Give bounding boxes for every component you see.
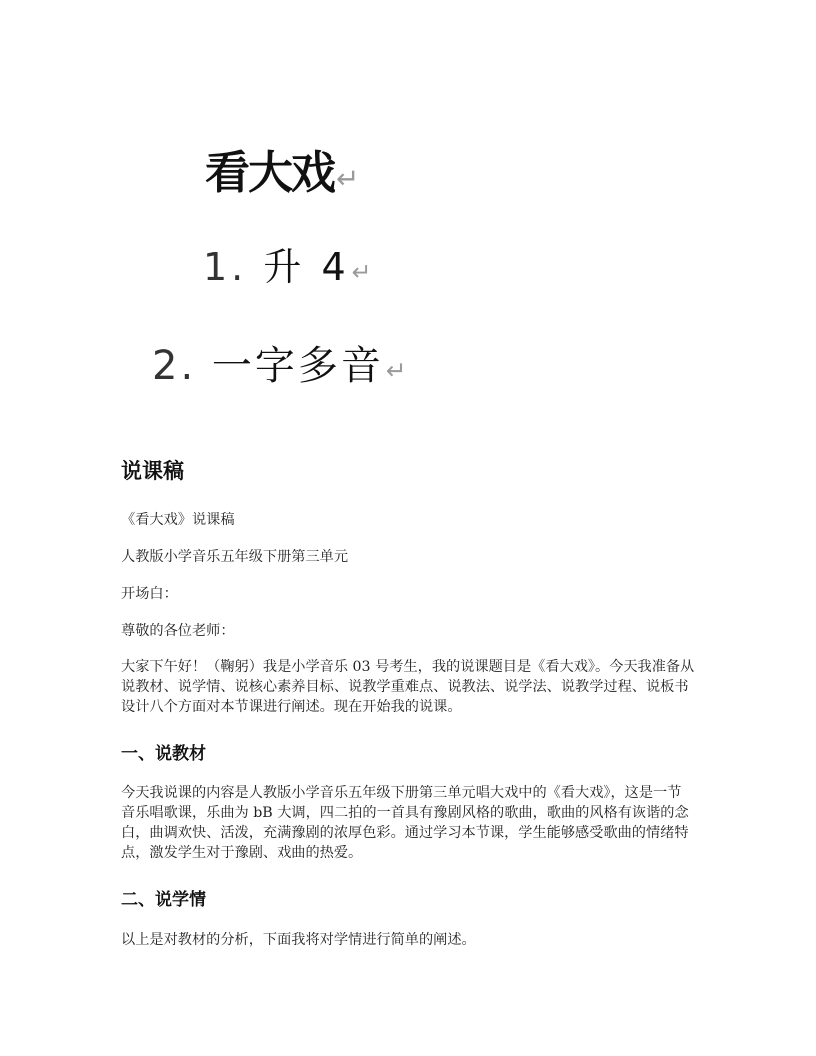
lesson-title-line: 《看大戏》说课稿 [121,512,235,528]
intro-paragraph: 大家下午好！（鞠躬）我是小学音乐 03 号考生，我的说课题目是《看大戏》。今天我准备从说教材、说学情、说核心素养目标、说教学重难点、说教法、说学法、说教学过程、说板书设计八个方面对本节课进行阐述。现在开始我的说课。 [121,659,695,715]
textbook-unit-line: 人教版小学音乐五年级下册第三单元 [121,549,349,565]
image-item-2-number: 2. [152,343,197,389]
section-2-heading: 二、说学情 [121,890,206,910]
greeting-line: 尊敬的各位老师： [121,623,235,639]
image-title [205,136,357,201]
paragraph-mark-icon: ↵ [336,162,358,195]
section-2-paragraph: 以上是对教材的分析，下面我将对学情进行简单的阐述。 [121,932,476,948]
paragraph-mark-icon: ↵ [385,356,410,385]
section-1-paragraph: 今天我说课的内容是人教版小学音乐五年级下册第三单元唱大戏中的《看大戏》，这是一节音乐唱歌课，乐曲为 bB 大调，四二拍的一首具有豫剧风格的歌曲，歌曲的风格有诙谐的念白，曲调欢快、活泼，充满豫剧的浓厚色彩。通过学习本节课，学生能够感受歌曲的情绪特点，激发学生对于豫剧、戏曲的热爱。 [121,785,689,861]
image-item-1-text: 升 4 [263,245,350,289]
image-item-1 [203,236,375,291]
image-item-1-number: 1. [203,245,248,289]
image-item-2 [152,334,410,391]
document-heading: 说课稿 [121,459,184,483]
image-title-text: 看大戏 [205,146,335,199]
paragraph-mark-icon: ↵ [351,258,376,286]
opening-label: 开场白： [121,586,178,602]
section-1-heading: 一、说教材 [121,744,206,764]
image-item-2-text: 一字多音 [211,343,384,389]
